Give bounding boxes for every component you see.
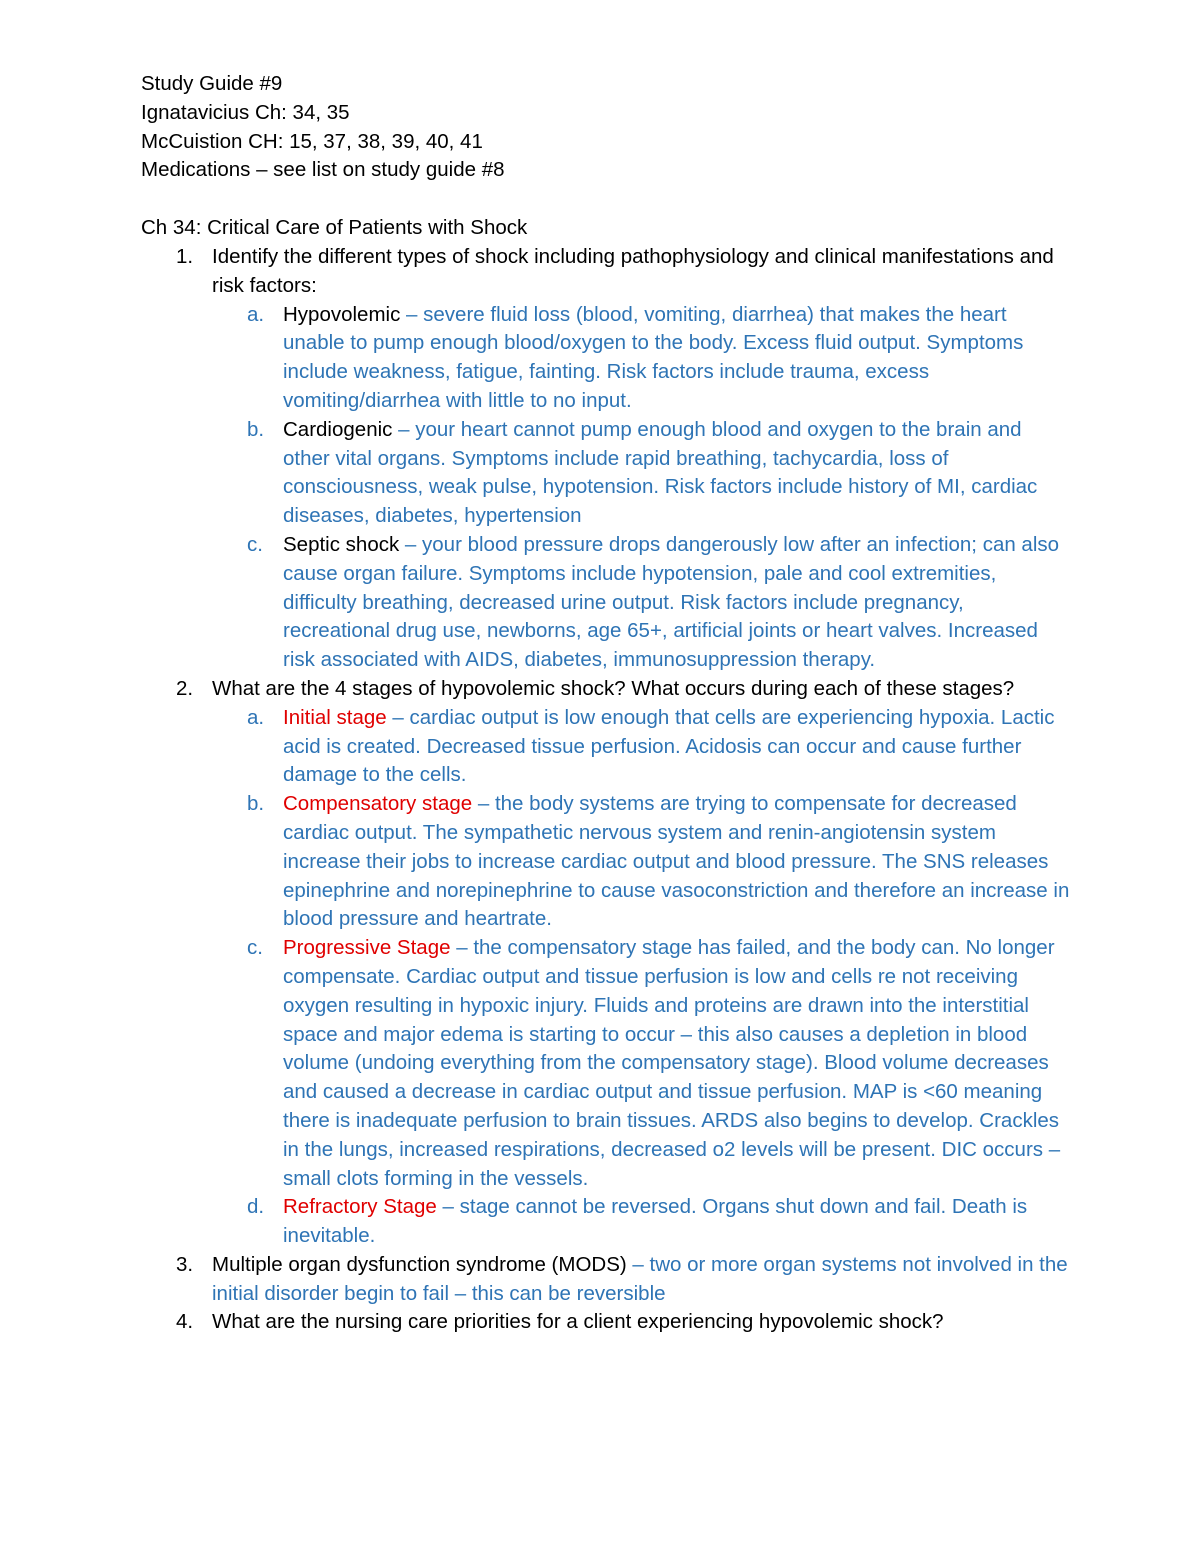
question-list [141, 243, 1071, 1337]
question-number: 2. [176, 676, 194, 700]
question-1 [141, 243, 1071, 675]
study-guide-title: Study Guide #9 [141, 72, 283, 95]
sub-item-progressive-stage [141, 934, 1071, 1193]
sub-term: Septic shock [283, 532, 400, 556]
textbook-chapters-mccuistion: McCuistion CH: 15, 37, 38, 39, 40, 41 [141, 129, 483, 153]
sub-item-cardiogenic [141, 416, 1071, 531]
stage-term: Progressive Stage [283, 936, 451, 960]
sub-item-refractory-stage [141, 1193, 1071, 1251]
sub-item-hypovolemic [141, 301, 1071, 416]
sub-letter: a. [247, 705, 265, 729]
question-answer: two or more organ systems not involved in the initial disorder begin to fail – this can be reversible [212, 1252, 1068, 1305]
sub-answer: stage cannot be reversed. Organs shut down and fail. Death is inevitable. [283, 1195, 1028, 1248]
sub-item-initial-stage [141, 704, 1071, 790]
chapter-title: Ch 34: Critical Care of Patients with Shock [141, 216, 528, 239]
sub-term: Hypovolemic [283, 302, 401, 326]
stage-term: Compensatory stage [283, 792, 473, 816]
separator: – [386, 705, 410, 729]
document-header [141, 70, 505, 185]
stage-term: Initial stage [283, 705, 387, 729]
sub-letter: b. [247, 792, 265, 816]
sub-answer: the compensatory stage has failed, and the body can. No longer compensate. Cardiac output and tissue perfusion is low and cells re not receiving oxygen resulting in hypoxic injury. Fluids and proteins are drawn into the interstitial space and major edema is starting to occur – this also causes a depletion in blood volume (undoing everything from the compensatory stage). Blood volume decreases and caused a decrease in cardiac output and tissue perfusion. MAP is <60 meaning there is inadequate perfusion to brain tissues. ARDS also begins to develop. Crackles in the lungs, increased respirations, decreased o2 levels will be present. DIC occurs – small clots forming in the vessels. [283, 936, 1061, 1190]
question-text: Identify the different types of shock including pathophysiology and clinical manifestations and risk factors: [212, 245, 1054, 297]
question-2 [141, 675, 1071, 1251]
sub-letter: a. [247, 302, 265, 326]
sub-item-septic-shock [141, 531, 1071, 675]
sub-answer: your heart cannot pump enough blood and oxygen to the brain and other vital organs. Symptoms include rapid breathing, tachycardia, loss of consciousness, weak pulse, hypotension. Risk factors include history of MI, cardiac diseases, diabetes, hypertension [283, 417, 1038, 528]
separator: – [400, 302, 424, 326]
sub-letter: b. [247, 417, 265, 441]
sub-term: Cardiogenic [283, 417, 393, 441]
question-4 [141, 1308, 1071, 1337]
sub-letter: d. [247, 1195, 265, 1219]
separator: – [626, 1252, 650, 1276]
question-text: What are the 4 stages of hypovolemic shock? What occurs during each of these stages? [212, 676, 1015, 700]
sub-answer: severe fluid loss (blood, vomiting, diarrhea) that makes the heart unable to pump enough blood/oxygen to the body. Excess fluid output. Symptoms include weakness, fatigue, fainting. Risk factors include trauma, excess vomiting/diarrhea with little to no input. [283, 302, 1024, 412]
sub-answer: your blood pressure drops dangerously low after an infection; can also cause organ failure. Symptoms include hypotension, pale and cool extremities, difficulty breathing, decreased urine output. Risk factors include pregnancy, recreational drug use, newborns, age 65+, artificial joints or heart valves. Increased risk associated with AIDS, diabetes, immunosuppression therapy. [283, 532, 1060, 672]
sub-answer: cardiac output is low enough that cells are experiencing hypoxia. Lactic acid is created. Decreased tissue perfusion. Acidosis can occur and cause further damage to the cells. [283, 705, 1055, 787]
separator: – [399, 532, 423, 556]
sub-letter: c. [247, 936, 263, 960]
stage-term: Refractory Stage [283, 1195, 437, 1219]
separator: – [450, 936, 474, 960]
question-text: What are the nursing care priorities for a client experiencing hypovolemic shock? [212, 1310, 944, 1334]
question-3 [141, 1251, 1071, 1309]
separator: – [472, 792, 495, 816]
medications-note: Medications – see list on study guide #8 [141, 158, 505, 182]
sub-answer: the body systems are trying to compensate for decreased cardiac output. The sympathetic nervous system and renin-angiotensin system increase their jobs to increase cardiac output and blood pressure. The SNS releases epinephrine and norepinephrine to cause vasoconstriction and therefore an increase in blood pressure and heartrate. [283, 792, 1070, 931]
question-number: 4. [176, 1310, 194, 1334]
separator: – [436, 1195, 460, 1219]
separator: – [392, 417, 416, 441]
sub-letter: c. [247, 532, 263, 556]
textbook-chapters-ignatavicius: Ignatavicius Ch: 34, 35 [141, 100, 350, 124]
question-number: 1. [176, 245, 194, 268]
sub-item-compensatory-stage [141, 790, 1071, 934]
question-number: 3. [176, 1252, 194, 1276]
question-text: Multiple organ dysfunction syndrome (MODS) [212, 1252, 627, 1276]
